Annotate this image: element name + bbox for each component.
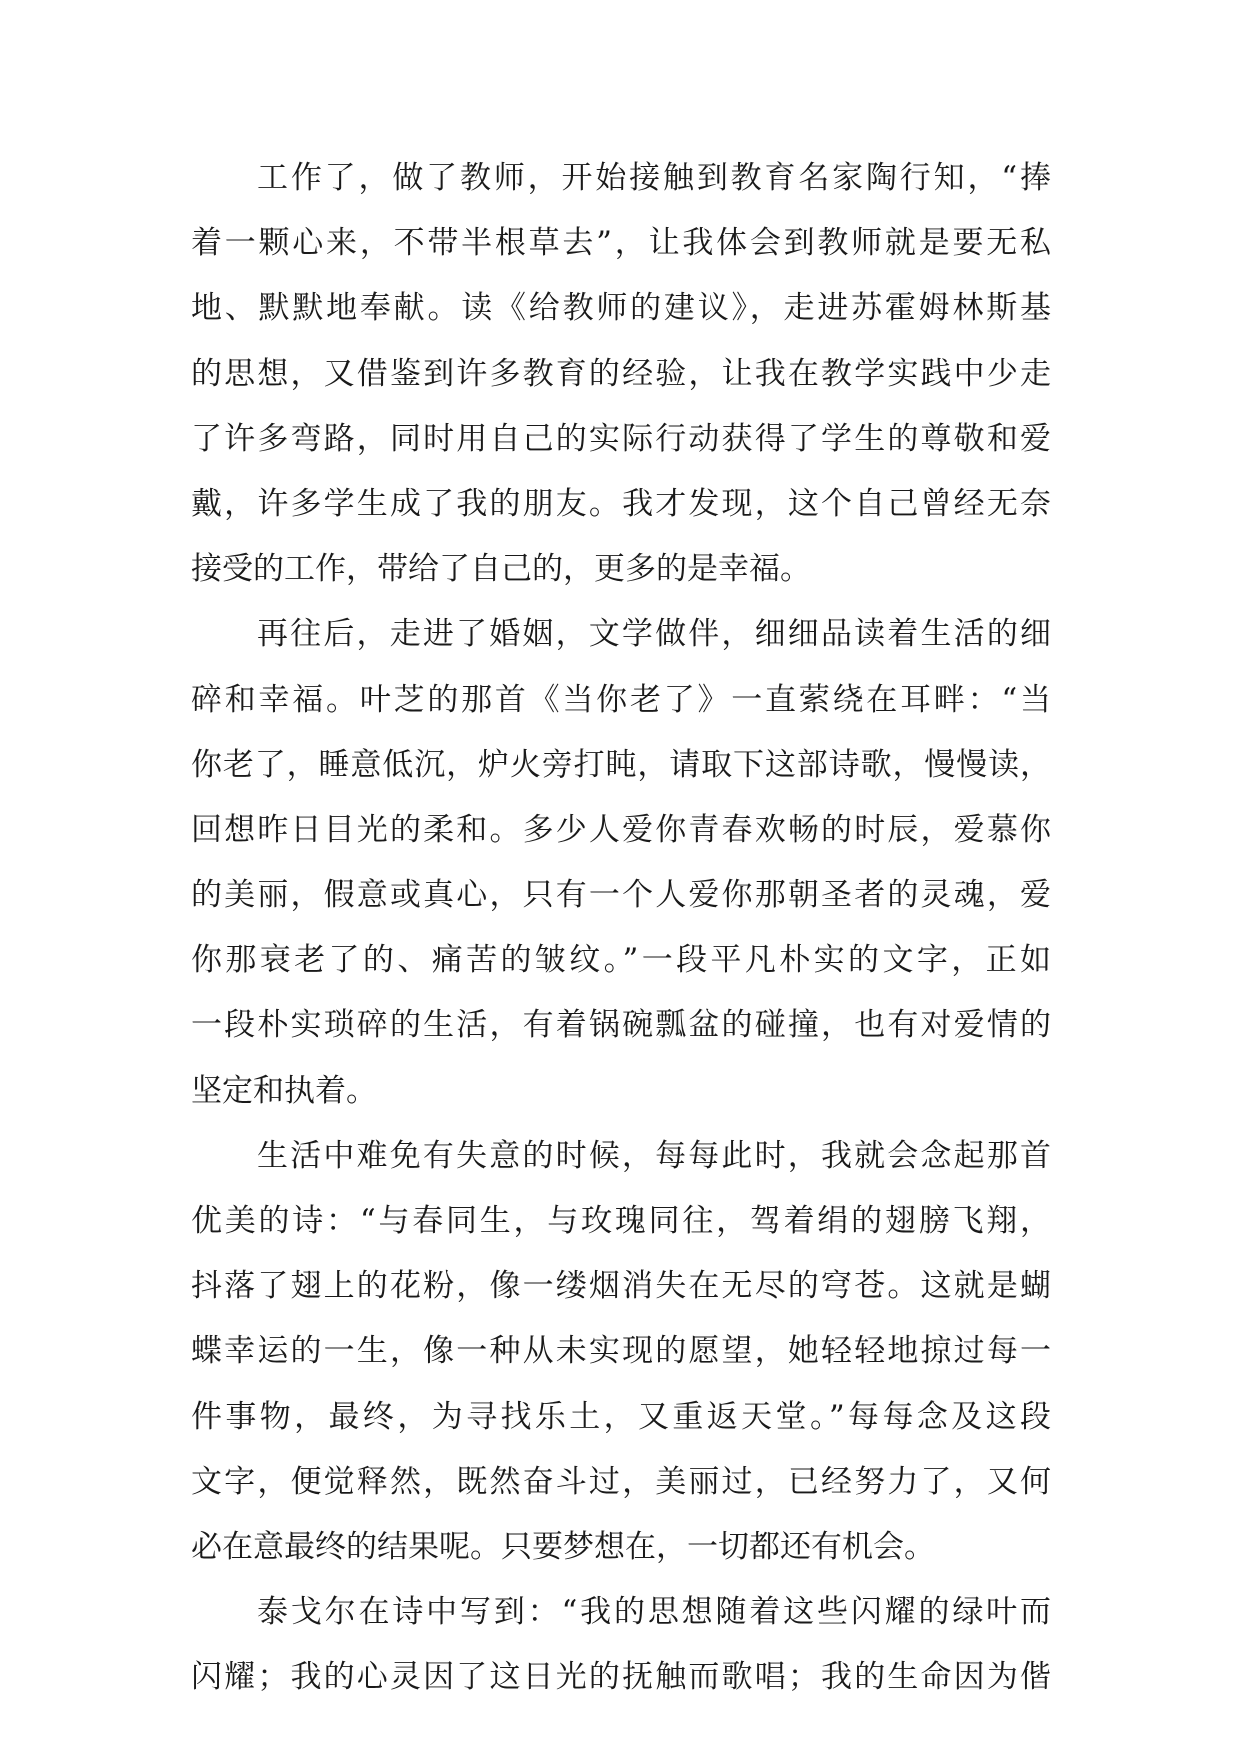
text-line: 泰戈尔在诗中写到：“我的思想随着这些闪耀的绿叶而	[257, 1594, 1051, 1631]
body-text	[191, 158, 1051, 1723]
text-line: 碎和幸福。叶芝的那首《当你老了》一直萦绕在耳畔：“当	[191, 681, 1051, 718]
text-line: 生活中难免有失意的时候，每每此时，我就会念起那首	[257, 1137, 1051, 1174]
paragraph-1	[191, 158, 1051, 614]
text-line: 一段朴实琐碎的生活，有着锅碗瓢盆的碰撞，也有对爱情的	[191, 1007, 1051, 1044]
text-line: 你老了，睡意低沉，炉火旁打盹，请取下这部诗歌，慢慢读，	[191, 746, 1051, 783]
text-line: 戴，许多学生成了我的朋友。我才发现，这个自己曾经无奈	[191, 485, 1051, 522]
text-line: 文字，便觉释然，既然奋斗过，美丽过，已经努力了，又何	[191, 1463, 1051, 1500]
text-line: 接受的工作，带给了自己的，更多的是幸福。	[191, 551, 811, 588]
text-line: 必在意最终的结果呢。只要梦想在，一切都还有机会。	[191, 1528, 935, 1565]
text-line: 着一颗心来，不带半根草去”，让我体会到教师就是要无私	[191, 225, 1051, 262]
text-line: 坚定和执着。	[191, 1072, 377, 1109]
text-line: 的美丽，假意或真心，只有一个人爱你那朝圣者的灵魂，爱	[191, 877, 1051, 914]
paragraph-3	[191, 1136, 1051, 1592]
text-line: 抖落了翅上的花粉，像一缕烟消失在无尽的穹苍。这就是蝴	[191, 1268, 1051, 1305]
paragraph-4	[191, 1592, 1051, 1722]
text-line: 再往后，走进了婚姻，文学做伴，细细品读着生活的细	[257, 616, 1051, 653]
text-line: 的思想，又借鉴到许多教育的经验，让我在教学实践中少走	[191, 355, 1051, 392]
text-line: 你那衰老了的、痛苦的皱纹。”一段平凡朴实的文字，正如	[191, 942, 1051, 979]
text-line: 了许多弯路，同时用自己的实际行动获得了学生的尊敬和爱	[191, 420, 1051, 457]
text-line: 工作了，做了教师，开始接触到教育名家陶行知，“捧	[257, 160, 1051, 196]
text-line: 回想昨日目光的柔和。多少人爱你青春欢畅的时辰，爱慕你	[191, 811, 1051, 848]
paragraph-2	[191, 614, 1051, 1136]
text-line: 件事物，最终，为寻找乐土，又重返天堂。”每每念及这段	[191, 1398, 1051, 1435]
text-line: 地、默默地奉献。读《给教师的建议》，走进苏霍姆林斯基	[191, 290, 1051, 327]
text-line: 优美的诗：“与春同生，与玫瑰同往，驾着绢的翅膀飞翔，	[191, 1203, 1051, 1239]
text-line: 闪耀；我的心灵因了这日光的抚触而歌唱；我的生命因为偕	[191, 1659, 1051, 1696]
text-line: 蝶幸运的一生，像一种从未实现的愿望，她轻轻地掠过每一	[191, 1333, 1051, 1370]
